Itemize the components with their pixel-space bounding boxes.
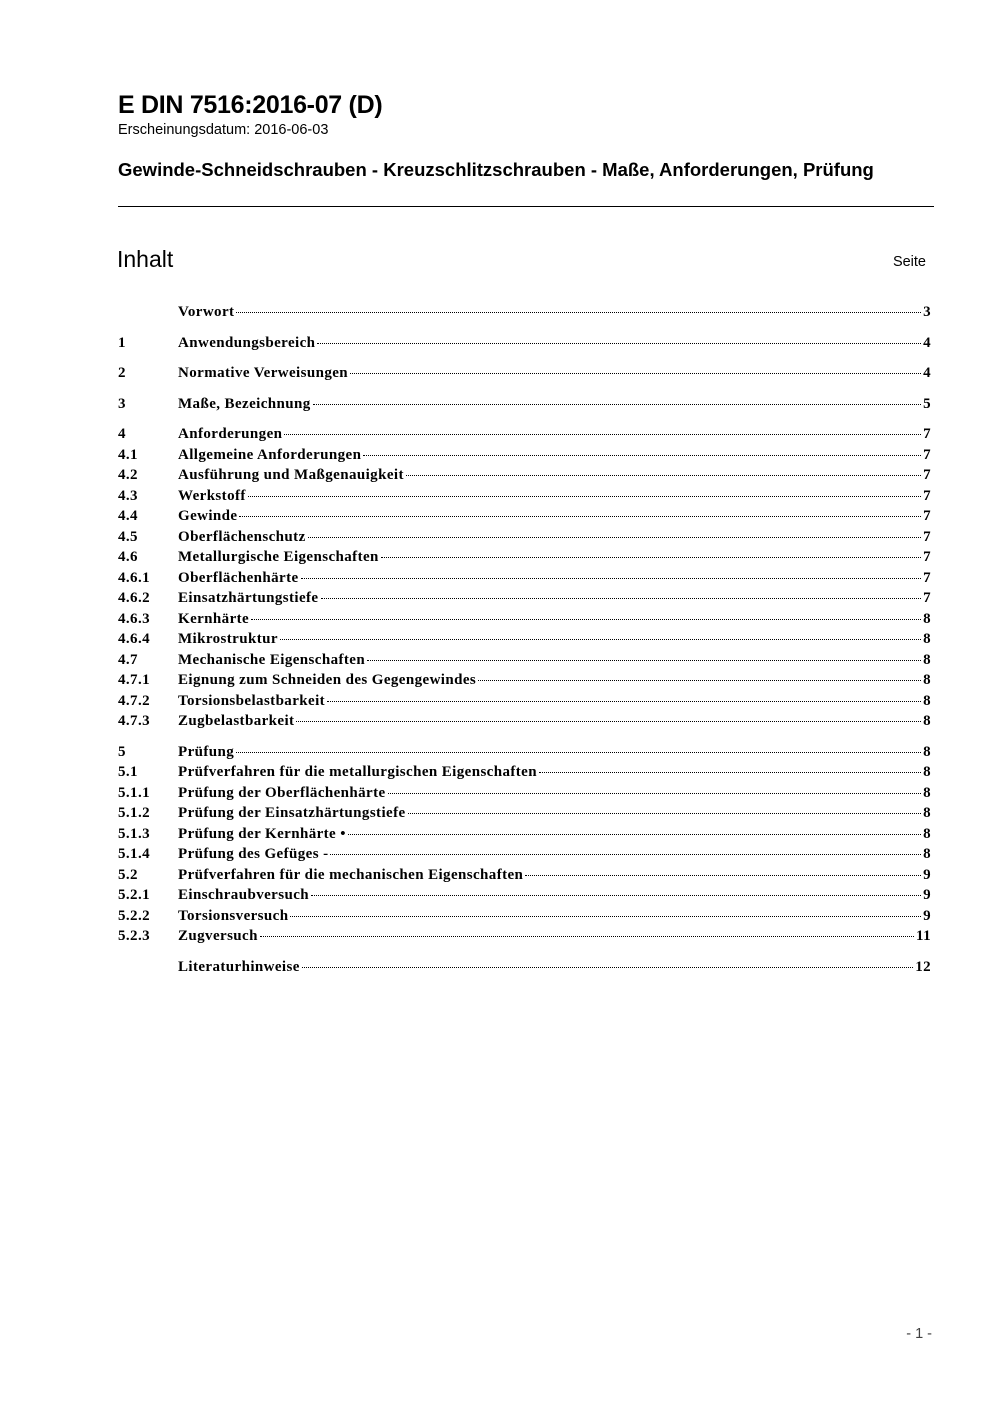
toc-entry-page: 4 [923, 365, 931, 381]
toc-dot-leader [280, 639, 921, 640]
toc-entry-number: 3 [118, 395, 126, 412]
toc-entry-page: 9 [923, 907, 931, 924]
toc-entry-title: Eignung zum Schneiden des Gegengewindes [178, 672, 477, 688]
toc-entry[interactable] [118, 650, 931, 671]
toc-entry-page: 8 [923, 805, 931, 821]
toc-entry-title: Oberflächenschutz [178, 528, 306, 545]
toc-dot-leader [363, 455, 921, 456]
toc-page-column-label: Seite [892, 254, 926, 270]
toc-entry[interactable] [118, 783, 931, 804]
toc-entry-title: Prüfverfahren für die metallurgischen Eigenschaften [178, 764, 537, 780]
toc-entry[interactable] [118, 424, 931, 445]
toc-entry[interactable] [118, 906, 931, 927]
toc-entry-number: 4.7.3 [118, 713, 150, 729]
toc-entry-number: 1 [118, 334, 126, 351]
toc-entry-title: Einsatzhärtungstiefe [178, 590, 319, 606]
toc-entry-page: 3 [923, 304, 931, 320]
toc-entry[interactable] [118, 568, 931, 589]
toc-entry-page: 7 [923, 528, 931, 545]
toc-entry-title: Anforderungen [178, 426, 283, 442]
toc-entry-page: 8 [923, 692, 931, 709]
toc-entry[interactable] [118, 844, 931, 865]
toc-dot-leader [327, 701, 921, 702]
toc-dot-leader [296, 721, 921, 722]
toc-entry-number: 5.1.4 [118, 846, 150, 862]
toc-entry[interactable] [118, 926, 931, 947]
toc-entry-title: Werkstoff [178, 487, 246, 504]
toc-entry-number: 4.5 [118, 528, 138, 545]
toc-entry-page: 7 [923, 426, 931, 442]
toc-entry-number: 5.1 [118, 764, 138, 780]
toc-entry-number: 4.6 [118, 549, 138, 565]
toc-entry-page: 7 [923, 569, 931, 586]
toc-entry[interactable] [118, 957, 931, 978]
toc-dot-leader [290, 916, 921, 917]
toc-entry[interactable] [118, 333, 931, 354]
toc-entry-title: Anwendungsbereich [178, 334, 316, 351]
toc-entry-number: 5.2.3 [118, 928, 150, 944]
toc-dot-leader [251, 619, 921, 620]
toc-dot-leader [478, 680, 921, 681]
toc-entry-title: Kernhärte [178, 610, 250, 627]
toc-dot-leader [313, 404, 921, 405]
toc-dot-leader [311, 895, 921, 896]
toc-entry-number: 5.2 [118, 866, 138, 883]
toc-entry-page: 9 [923, 866, 931, 883]
toc-entry-page: 8 [923, 610, 931, 627]
toc-entry[interactable] [118, 547, 931, 568]
toc-entry-page: 8 [923, 743, 931, 760]
toc-entry-title: Prüfverfahren für die mechanischen Eigenschaften [178, 866, 524, 883]
toc-entry[interactable] [118, 506, 931, 527]
toc-entry-title: Gewinde [178, 508, 238, 524]
toc-dot-leader [301, 578, 922, 579]
toc-entry-title: Mechanische Eigenschaften [178, 651, 366, 668]
toc-entry-page: 4 [923, 334, 931, 351]
toc-entry-page: 5 [923, 395, 931, 412]
toc-dot-leader [525, 875, 921, 876]
toc-dot-leader [260, 936, 914, 937]
toc-entry[interactable] [118, 363, 931, 384]
toc-entry-title: Literaturhinweise [178, 958, 300, 975]
toc-dot-leader [330, 854, 921, 855]
toc-entry-number: 5.2.2 [118, 907, 150, 924]
toc-entry-page: 9 [923, 887, 931, 903]
toc-entry[interactable] [118, 445, 931, 466]
toc-entry-page: 8 [923, 713, 931, 729]
toc-entry-number: 4.6.4 [118, 631, 150, 647]
toc-entry-page: 7 [923, 549, 931, 565]
toc-entry[interactable] [118, 711, 931, 732]
toc-entry-title: Zugbelastbarkeit [178, 713, 295, 729]
toc-entry-title: Allgemeine Anforderungen [178, 446, 362, 463]
toc-entry-title: Prüfung der Einsatzhärtungstiefe [178, 805, 406, 821]
page-number: - 1 - [906, 1326, 932, 1342]
toc-entry-page: 7 [923, 508, 931, 524]
toc-dot-leader [308, 537, 921, 538]
toc-dot-leader [321, 598, 922, 599]
toc-entry-page: 11 [916, 928, 931, 944]
toc-entry-number: 4.1 [118, 446, 138, 463]
toc-entry-page: 7 [923, 590, 931, 606]
toc-entry-page: 7 [923, 446, 931, 463]
toc-entry-number: 4.7.2 [118, 692, 150, 709]
toc-entry-title: Zugversuch [178, 928, 258, 944]
toc-entry-number: 5.2.1 [118, 887, 150, 903]
publication-date: Erscheinungsdatum: 2016-06-03 [118, 122, 329, 138]
toc-entry-number: 4.6.2 [118, 590, 150, 606]
toc-entry-page: 8 [923, 764, 931, 780]
toc-dot-leader [348, 834, 921, 835]
toc-entry[interactable] [118, 394, 931, 415]
table-of-contents [118, 302, 931, 977]
toc-dot-leader [406, 475, 921, 476]
toc-entry-page: 8 [923, 846, 931, 862]
document-title: E DIN 7516:2016-07 (D) [118, 91, 383, 119]
toc-entry[interactable] [118, 629, 931, 650]
toc-entry-page: 8 [923, 672, 931, 688]
toc-dot-leader [236, 312, 921, 313]
toc-dot-leader [388, 793, 922, 794]
toc-entry[interactable] [118, 762, 931, 783]
toc-entry-page: 7 [923, 487, 931, 504]
toc-entry[interactable] [118, 803, 931, 824]
toc-entry-title: Vorwort [178, 304, 235, 320]
toc-entry-title: Torsionsbelastbarkeit [178, 692, 326, 709]
toc-entry-number: 5.1.2 [118, 805, 150, 821]
toc-entry-title: Prüfung des Gefüges - [178, 846, 329, 862]
toc-dot-leader [284, 434, 921, 435]
toc-dot-leader [248, 496, 921, 497]
toc-dot-leader [350, 373, 921, 374]
toc-entry-page: 8 [923, 631, 931, 647]
toc-entry[interactable] [118, 609, 931, 630]
toc-dot-leader [381, 557, 921, 558]
toc-entry-title: Mikrostruktur [178, 631, 278, 647]
toc-entry-number: 4 [118, 426, 126, 442]
toc-entry[interactable] [118, 742, 931, 763]
toc-entry-number: 5.1.1 [118, 784, 150, 801]
toc-entry-number: 5 [118, 743, 126, 760]
toc-entry-number: 4.6.1 [118, 569, 150, 586]
toc-entry[interactable] [118, 302, 931, 323]
toc-heading: Inhalt [117, 246, 174, 272]
header-divider [118, 206, 934, 207]
toc-entry-title: Oberflächenhärte [178, 569, 299, 586]
toc-entry[interactable] [118, 691, 931, 712]
toc-entry-number: 4.6.3 [118, 610, 150, 627]
toc-entry-page: 8 [923, 825, 931, 842]
toc-entry-title: Einschraubversuch [178, 887, 309, 903]
toc-entry[interactable] [118, 670, 931, 691]
toc-dot-leader [408, 813, 922, 814]
toc-entry[interactable] [118, 465, 931, 486]
toc-dot-leader [367, 660, 921, 661]
toc-dot-leader [239, 516, 921, 517]
toc-entry[interactable] [118, 588, 931, 609]
toc-entry-title: Normative Verweisungen [178, 365, 349, 381]
toc-entry[interactable] [118, 486, 931, 507]
toc-dot-leader [539, 772, 921, 773]
toc-entry-title: Prüfung der Oberflächenhärte [178, 784, 386, 801]
toc-entry-number: 5.1.3 [118, 825, 150, 842]
toc-entry-title: Ausführung und Maßgenauigkeit [178, 467, 404, 483]
toc-entry-title: Prüfung [178, 743, 235, 760]
document-subject: Gewinde-Schneidschrauben - Kreuzschlitzschrauben - Maße, Anforderungen, Prüfung [118, 159, 874, 180]
toc-entry-page: 12 [915, 958, 931, 975]
toc-entry-number: 4.7 [118, 651, 138, 668]
toc-entry-number: 4.2 [118, 467, 138, 483]
toc-entry-page: 8 [923, 651, 931, 668]
toc-entry-title: Torsionsversuch [178, 907, 289, 924]
toc-entry-number: 2 [118, 365, 126, 381]
toc-entry[interactable] [118, 824, 931, 845]
toc-dot-leader [302, 967, 913, 968]
toc-entry-title: Metallurgische Eigenschaften [178, 549, 379, 565]
toc-entry-page: 7 [923, 467, 931, 483]
toc-dot-leader [317, 343, 921, 344]
toc-entry[interactable] [118, 865, 931, 886]
toc-dot-leader [236, 752, 921, 753]
toc-entry-page: 8 [923, 784, 931, 801]
toc-entry[interactable] [118, 885, 931, 906]
toc-entry[interactable] [118, 527, 931, 548]
toc-entry-number: 4.4 [118, 508, 138, 524]
toc-entry-number: 4.3 [118, 487, 138, 504]
toc-entry-title: Prüfung der Kernhärte • [178, 825, 346, 842]
toc-entry-number: 4.7.1 [118, 672, 150, 688]
toc-entry-title: Maße, Bezeichnung [178, 395, 311, 412]
